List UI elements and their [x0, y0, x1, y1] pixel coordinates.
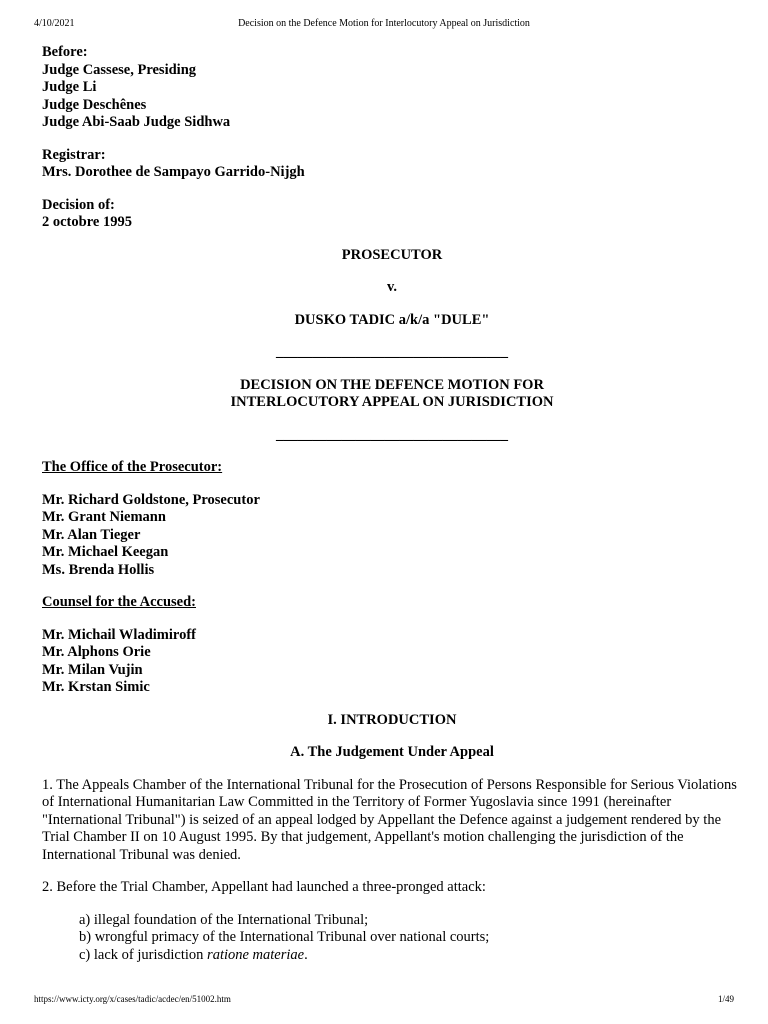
counsel-list — [42, 627, 742, 697]
print-date: 4/10/2021 — [34, 18, 75, 29]
section-subheading: A. The Judgement Under Appeal — [290, 744, 494, 760]
counsel-member: Mr. Alphons Orie — [42, 644, 151, 660]
prosecutor-member: Mr. Alan Tieger — [42, 526, 141, 543]
page-number: 1/49 — [717, 994, 734, 1004]
print-title: Decision on the Defence Motion for Interlocutory Appeal on Jurisdiction — [238, 18, 530, 29]
attack-list — [79, 912, 742, 965]
list-item-end: . — [304, 946, 308, 963]
judge-name: Judge Li — [42, 79, 97, 95]
print-header — [0, 17, 768, 31]
prosecutor-member: Mr. Grant Niemann — [42, 509, 166, 525]
decision-title — [42, 377, 742, 412]
separator-line: ________________________________ — [276, 426, 508, 443]
prosecutor-member: Mr. Michael Keegan — [42, 544, 169, 560]
document-body — [42, 44, 742, 964]
print-footer — [0, 992, 768, 1006]
prosecutor-office-heading: The Office of the Prosecutor: — [42, 459, 223, 475]
paragraph-2: 2. Before the Trial Chamber, Appellant had launched a three-pronged attack: — [42, 879, 486, 895]
section-heading: I. INTRODUCTION — [327, 711, 457, 728]
before-label: Before: — [42, 44, 88, 60]
before-block — [42, 44, 742, 132]
registrar-block — [42, 147, 742, 182]
paragraph-1: 1. The Appeals Chamber of the International Tribunal for the Prosecution of Persons Responsible for Serious Violations of International Humanitarian Law Committed in the Territory of Former Yugoslavia since 1991 (hereinafter "International Tribunal") is seized of an appeal lodged by Appellant the Defence against a judgement rendered by the Trial Chamber II on 10 August 1995. By that judgement, Appellant's motion challenging the jurisdiction of the International Tribunal was denied. — [42, 776, 737, 863]
latin-term: ratione materiae — [207, 946, 305, 963]
separator-line: ________________________________ — [276, 344, 508, 360]
list-item: a) illegal foundation of the International Tribunal; — [79, 911, 369, 928]
judge-name: Judge Abi-Saab Judge Sidhwa — [42, 114, 231, 130]
decision-date: 2 octobre 1995 — [42, 214, 132, 230]
case-party-prosecutor: PROSECUTOR — [341, 246, 443, 263]
registrar-label: Registrar: — [42, 146, 106, 163]
list-item — [79, 947, 742, 965]
case-versus: v. — [386, 279, 398, 295]
case-party-accused: DUSKO TADIC a/k/a "DULE" — [294, 311, 490, 328]
registrar-name: Mrs. Dorothee de Sampayo Garrido-Nijgh — [42, 164, 305, 180]
decision-title-line: INTERLOCUTORY APPEAL ON JURISDICTION — [230, 394, 554, 410]
list-item: b) wrongful primacy of the International Tribunal over national courts; — [79, 929, 490, 945]
prosecutor-member: Ms. Brenda Hollis — [42, 561, 155, 578]
counsel-member: Mr. Michail Wladimiroff — [42, 626, 196, 643]
judge-name: Judge Cassese, Presiding — [42, 61, 197, 78]
counsel-member: Mr. Milan Vujin — [42, 661, 143, 678]
counsel-member: Mr. Krstan Simic — [42, 679, 150, 695]
print-url: https://www.icty.org/x/cases/tadic/acdec/en/51002.htm — [34, 994, 231, 1004]
decision-date-block — [42, 197, 742, 232]
counsel-heading: Counsel for the Accused: — [42, 594, 196, 610]
decision-of-label: Decision of: — [42, 196, 115, 213]
prosecutor-list — [42, 492, 742, 580]
judge-name: Judge Deschênes — [42, 96, 147, 113]
list-item-text: c) lack of jurisdiction — [79, 946, 208, 963]
prosecutor-member: Mr. Richard Goldstone, Prosecutor — [42, 491, 260, 508]
decision-title-line: DECISION ON THE DEFENCE MOTION FOR — [240, 376, 544, 393]
